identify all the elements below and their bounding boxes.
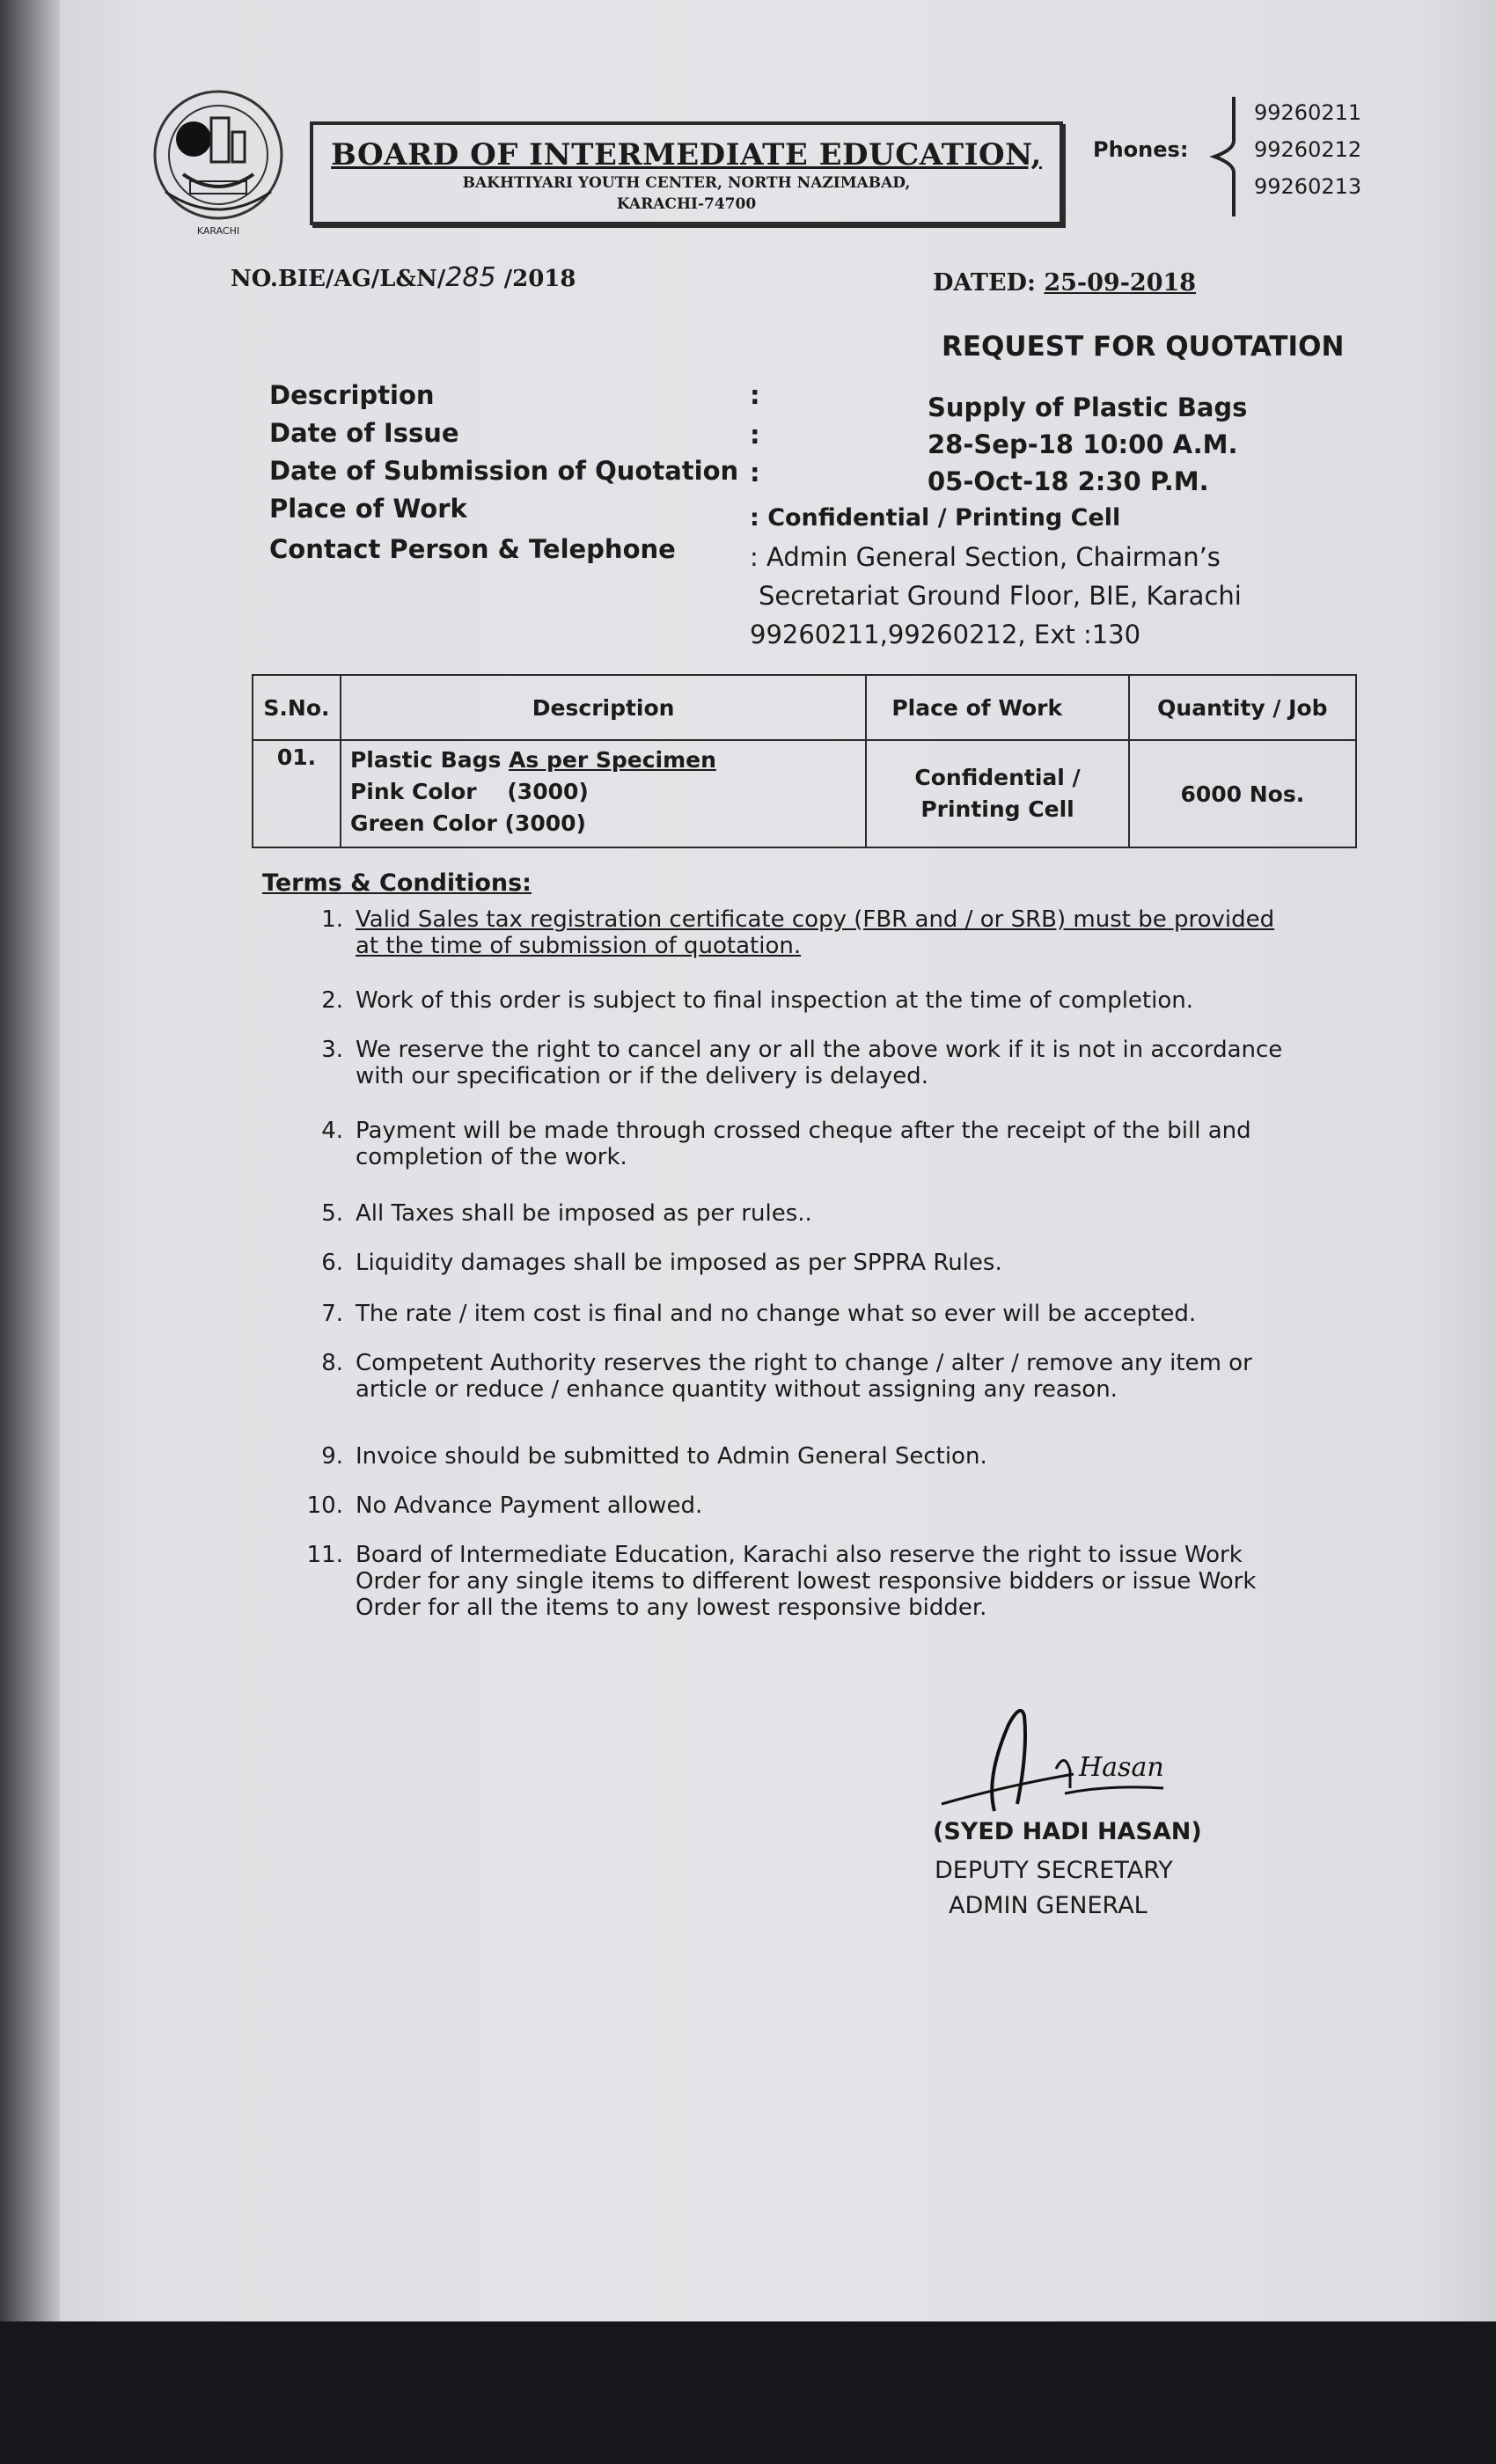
term-item (299, 1443, 1302, 1470)
term-number: 3. (321, 1037, 343, 1063)
table-row (253, 740, 1356, 847)
description-line-2: Pink Color (3000) (349, 779, 589, 804)
term-item (299, 1301, 1302, 1327)
handwritten-number: 285 (445, 262, 496, 293)
table-header-description: Description (341, 675, 866, 740)
description-line-1 (350, 744, 856, 776)
signer-title-2: ADMIN GENERAL (949, 1892, 1148, 1919)
table-header-sno: S.No. (253, 675, 341, 740)
term-number: 11. (306, 1542, 343, 1568)
term-number: 6. (321, 1250, 343, 1276)
cell-place (866, 740, 1128, 847)
term-text: All Taxes shall be imposed as per rules.. (356, 1200, 812, 1227)
info-value-place-of-work: : Confidential / Printing Cell (750, 504, 1121, 532)
signer-title-1: DEPUTY SECRETARY (935, 1857, 1173, 1884)
svg-text:KARACHI: KARACHI (196, 225, 240, 237)
info-value-contact-line-2: Secretariat Ground Floor, BIE, Karachi (759, 581, 1242, 611)
term-number: 9. (321, 1443, 343, 1470)
term-item (299, 1037, 1302, 1089)
term-text: Valid Sales tax registration certificate copy (FBR and / or SRB) must be provided at the time of submission of quotation. (356, 906, 1275, 959)
term-text: No Advance Payment allowed. (356, 1492, 703, 1519)
info-colon: : (750, 458, 760, 488)
cell-description (341, 740, 866, 847)
signer-name: (SYED HADI HASAN) (933, 1818, 1202, 1845)
info-value-description: Supply of Plastic Bags (928, 392, 1248, 422)
term-item (299, 1250, 1302, 1276)
svg-text:Hasan: Hasan (1079, 1752, 1164, 1783)
board-seal-logo (148, 86, 289, 241)
reference-suffix: /2018 (495, 266, 576, 292)
info-value-submission-date: 05-Oct-18 2:30 P.M. (928, 466, 1209, 496)
phone-number-1: 99260211 (1254, 100, 1362, 125)
reference-number (231, 262, 576, 293)
term-text: Work of this order is subject to final inspection at the time of completion. (356, 987, 1193, 1014)
term-text: Competent Authority reserves the right to change / alter / remove any item or article or reduce / enhance quantity without assigning any reason. (356, 1350, 1252, 1403)
term-item (299, 1118, 1302, 1170)
term-number: 2. (321, 987, 343, 1014)
term-text: Liquidity damages shall be imposed as per SPPRA Rules. (356, 1250, 1002, 1276)
description-line-3: Green Color (3000) (349, 810, 586, 836)
phone-number-3: 99260213 (1254, 174, 1362, 199)
term-text: Invoice should be submitted to Admin General Section. (356, 1443, 987, 1470)
desc-prefix: Plastic Bags (349, 747, 510, 773)
term-item (299, 906, 1302, 959)
table-header-quantity: Quantity / Job (1129, 675, 1356, 740)
info-label-date-of-issue: Date of Issue (269, 418, 459, 448)
info-colon: : (750, 380, 760, 410)
term-number: 10. (306, 1492, 343, 1519)
phone-number-2: 99260212 (1254, 137, 1362, 162)
signature (933, 1690, 1179, 1825)
date-value: 25-09-2018 (1044, 269, 1197, 297)
term-number: 7. (321, 1301, 343, 1327)
desc-underlined: As per Specimen (509, 747, 716, 773)
info-label-place-of-work: Place of Work (269, 494, 467, 524)
term-item (299, 987, 1302, 1014)
term-item (299, 1542, 1302, 1621)
scan-margin (0, 0, 60, 2321)
term-number: 1. (321, 906, 343, 933)
term-text: Payment will be made through crossed cheque after the receipt of the bill and completion of the work. (356, 1118, 1251, 1170)
term-item (299, 1492, 1302, 1519)
items-table (252, 674, 1357, 848)
info-label-submission-date: Date of Submission of Quotation (269, 456, 739, 486)
term-number: 5. (321, 1200, 343, 1227)
term-item (299, 1350, 1302, 1403)
term-text: Board of Intermediate Education, Karachi also reserve the right to issue Work Order for any single items to different lowest responsive bidders or issue Work Order for all the items to any lowest responsive bidder. (356, 1542, 1257, 1621)
dated-label: DATED: (933, 269, 1045, 297)
term-text: We reserve the right to cancel any or all the above work if it is not in accordance with our specification or if the delivery is delayed. (356, 1037, 1283, 1089)
info-label-contact: Contact Person & Telephone (269, 534, 676, 564)
phones-label: Phones: (1093, 137, 1189, 162)
table-header-row (253, 675, 1356, 740)
info-label-description: Description (269, 380, 435, 410)
place-line-2: Printing Cell (920, 796, 1074, 822)
term-number: 8. (321, 1350, 343, 1376)
reference-prefix: NO.BIE/AG/L&N/ (231, 266, 446, 292)
place-line-1: Confidential / (914, 765, 1081, 790)
info-value-contact-line-1: : Admin General Section, Chairman’s (750, 542, 1221, 572)
cell-sno: 01. (253, 740, 341, 847)
board-name: BOARD OF INTERMEDIATE EDUCATION, (331, 137, 1042, 172)
table-header-place: Place of Work (866, 675, 1128, 740)
terms-heading: Terms & Conditions: (262, 869, 532, 897)
info-value-date-of-issue: 28-Sep-18 10:00 A.M. (928, 429, 1238, 459)
term-number: 4. (321, 1118, 343, 1144)
cell-quantity: 6000 Nos. (1129, 740, 1356, 847)
info-value-contact-line-3: 99260211,99260212, Ext :130 (750, 620, 1141, 649)
address-line-1: BAKHTIYARI YOUTH CENTER, NORTH NAZIMABAD, (462, 174, 911, 192)
address-line-2: KARACHI-74700 (616, 195, 757, 213)
phones-brace-icon (1207, 95, 1239, 222)
dated (933, 269, 1196, 297)
document-title: REQUEST FOR QUOTATION (942, 331, 1345, 363)
info-colon: : (750, 420, 760, 450)
term-item (299, 1200, 1302, 1227)
term-text: The rate / item cost is final and no change what so ever will be accepted. (356, 1301, 1197, 1327)
header-title-box (310, 121, 1063, 225)
